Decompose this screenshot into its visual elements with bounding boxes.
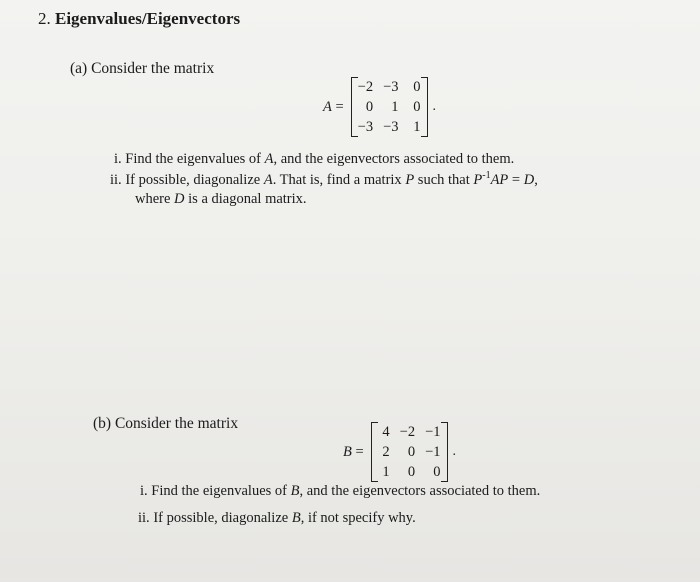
matrix-a-left-bracket: [351, 77, 358, 137]
item-text: [135, 191, 307, 207]
item-text: [153, 510, 415, 526]
matrix-entry: −2: [399, 424, 416, 440]
matrix-b-right-bracket: [441, 422, 448, 482]
matrix-b-left-bracket: [371, 422, 378, 482]
matrix-entry: 0: [365, 99, 374, 115]
problem-number: 2.: [38, 9, 51, 28]
item-text: [125, 151, 514, 167]
matrix-a: [351, 77, 428, 137]
part-a-item-ii-continued: [135, 191, 307, 208]
item-marker: i.: [140, 483, 148, 499]
matrix-entry: 0: [407, 464, 416, 480]
matrix-entry: 0: [413, 79, 421, 95]
item-text: [125, 172, 538, 188]
math-variable: P: [473, 171, 483, 188]
text-segment: Find the eigenvalues of: [151, 483, 291, 499]
matrix-entry: 1: [382, 464, 390, 480]
matrix-entry: 0: [407, 444, 416, 460]
matrix-b-name: B: [343, 443, 352, 460]
matrix-b: [371, 422, 448, 482]
item-marker: ii.: [110, 171, 122, 188]
item-marker: ii.: [138, 510, 150, 526]
matrix-b-equation: [343, 422, 456, 482]
text-segment: , and the eigenvectors associated to them.: [273, 151, 515, 167]
part-a-label: (a) Consider the matrix: [70, 60, 215, 77]
part-a-item-ii: [110, 170, 538, 189]
item-text: [151, 483, 540, 499]
superscript-text: -1: [482, 170, 491, 181]
text-segment: is a diagonal matrix.: [184, 191, 307, 207]
text-segment: ,: [534, 171, 538, 188]
matrix-entry: 1: [391, 99, 399, 115]
matrix-a-equation: [323, 77, 436, 137]
matrix-entry: −2: [357, 79, 374, 95]
matrix-entry: 0: [433, 464, 441, 480]
item-marker: i.: [114, 151, 122, 167]
matrix-b-equals: =: [355, 443, 364, 460]
part-b-label: (b) Consider the matrix: [93, 415, 239, 432]
matrix-a-equals: =: [335, 98, 344, 115]
problem-title: [38, 9, 240, 29]
part-a-item-i: [114, 151, 514, 168]
text-segment: If possible, diagonalize: [125, 171, 264, 188]
matrix-a-name: A: [323, 98, 332, 115]
matrix-entry: −3: [383, 79, 399, 95]
math-variable: D: [523, 171, 535, 188]
math-variable: B: [291, 510, 301, 526]
matrix-a-right-bracket: [421, 77, 428, 137]
matrix-entry: −3: [383, 119, 399, 135]
part-b-item-i: [140, 483, 540, 500]
math-variable: D: [174, 191, 185, 207]
matrix-entry: 1: [413, 119, 421, 135]
text-segment: where: [135, 191, 175, 207]
matrix-a-period: .: [432, 99, 437, 114]
matrix-entry: −3: [357, 119, 374, 135]
text-segment: , if not specify why.: [300, 510, 416, 526]
text-segment: =: [508, 171, 524, 188]
part-b-item-ii: [138, 510, 416, 527]
math-variable: A: [263, 171, 273, 188]
text-segment: Find the eigenvalues of: [125, 151, 265, 167]
text-segment: . That is, find a matrix: [272, 171, 406, 188]
math-variable: B: [290, 483, 300, 499]
text-segment: such that: [414, 171, 474, 188]
matrix-b-period: .: [452, 444, 457, 459]
math-variable: P: [405, 171, 415, 188]
matrix-entry: −1: [425, 424, 441, 440]
text-segment: , and the eigenvectors associated to them.: [299, 483, 541, 499]
problem-title-text: Eigenvalues/Eigenvectors: [55, 9, 241, 28]
matrix-entry: 2: [382, 444, 390, 460]
math-variable: A: [264, 151, 274, 167]
matrix-entry: 0: [413, 99, 421, 115]
text-segment: If possible, diagonalize: [153, 510, 292, 526]
matrix-entry: −1: [425, 444, 441, 460]
math-variable: AP: [490, 171, 509, 188]
matrix-entry: 4: [382, 424, 390, 440]
